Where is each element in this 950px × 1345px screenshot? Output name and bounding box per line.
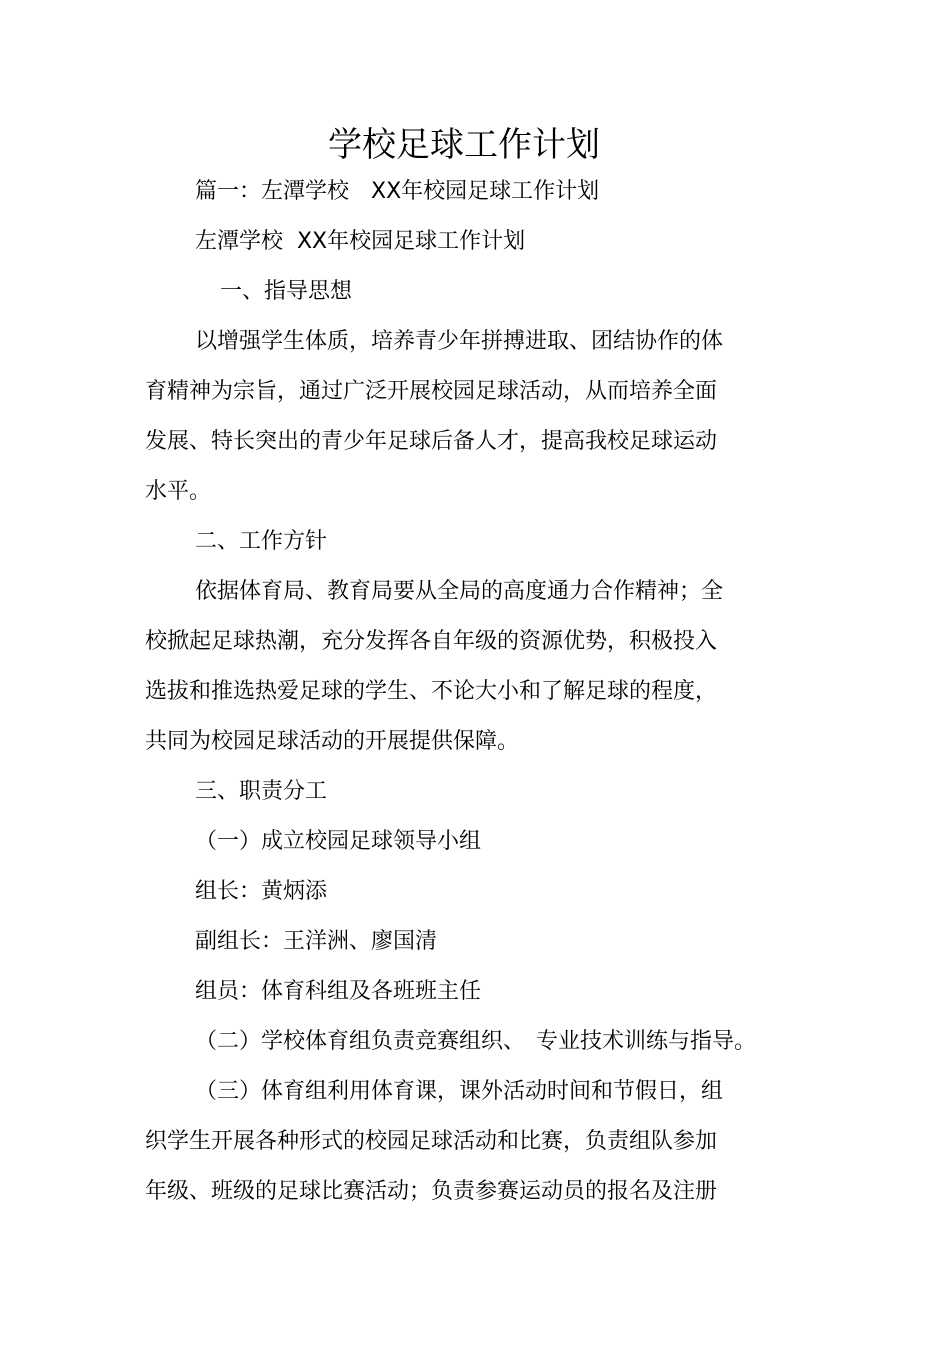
deputy-leader-line: 副组长：王洋洲、廖国清: [195, 929, 438, 954]
members-line: 组员：体育科组及各班班主任: [195, 979, 482, 1004]
paragraph-line: 水平。: [145, 479, 212, 504]
section-heading-responsibilities: 三、职责分工: [195, 779, 328, 804]
paragraph-line: 以增强学生体质，培养青少年拼搏进取、团结协作的体: [195, 329, 724, 354]
plan-name-line: 左潭学校 XX年校园足球工作计划: [195, 229, 526, 254]
paragraph-line: 共同为校园足球活动的开展提供保障。: [145, 729, 520, 754]
paragraph-line: 织学生开展各种形式的校园足球活动和比赛，负责组队参加: [145, 1129, 718, 1154]
paragraph-line: 育精神为宗旨，通过广泛开展校园足球活动，从而培养全面: [145, 379, 718, 404]
paragraph-line: 依据体育局、教育局要从全局的高度通力合作精神；全: [195, 579, 724, 604]
section-heading-guiding-thought: 一、指导思想: [220, 279, 353, 304]
paragraph-line: 发展、特长突出的青少年足球后备人才，提高我校足球运动: [145, 429, 718, 454]
leader-line: 组长：黄炳添: [195, 879, 328, 904]
paragraph-line: 校掀起足球热潮，充分发挥各自年级的资源优势，积极投入: [145, 629, 718, 654]
section-heading-work-policy: 二、工作方针: [195, 529, 328, 554]
paragraph-line: 选拔和推选热爱足球的学生、不论大小和了解足球的程度，: [145, 679, 718, 704]
document-title: 学校足球工作计划: [328, 125, 600, 165]
subsection-heading: （一）成立校园足球领导小组: [195, 829, 482, 854]
subsection-line: （二）学校体育组负责竞赛组织、 专业技术训练与指导。: [195, 1029, 757, 1054]
subtitle-line: 篇一：左潭学校 XX年校园足球工作计划: [195, 179, 600, 204]
subsection-line: （三）体育组利用体育课，课外活动时间和节假日，组: [195, 1079, 724, 1104]
paragraph-line: 年级、班级的足球比赛活动；负责参赛运动员的报名及注册: [145, 1179, 718, 1204]
